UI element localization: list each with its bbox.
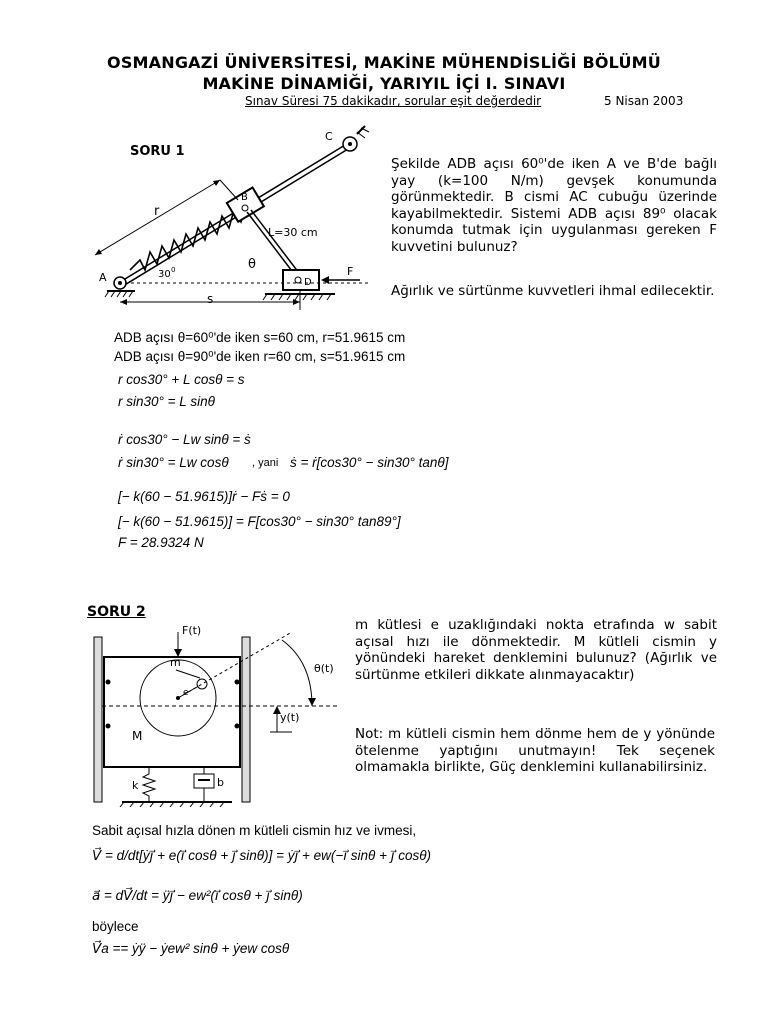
soru1-eq6: [− k(60 − 51.9615)] = F[cos30° − sin30° tan89°] — [118, 514, 401, 529]
soru1-figure — [95, 120, 385, 315]
soru2-boylece: böylece — [92, 919, 139, 934]
soru1-eq5: [− k(60 − 51.9615)]ṙ − Fṡ = 0 — [118, 489, 290, 504]
soru2-label: SORU 2 — [87, 604, 146, 620]
soru1-eq4-yani: , yani — [252, 457, 279, 469]
exam-duration: Sınav Süresi 75 dakikadır, sorular eşit değerdedir — [245, 94, 542, 108]
svg-text:F(t): F(t) — [182, 624, 202, 637]
soru1-note: Ağırlık ve sürtünme kuvvetleri ihmal edilecektir. — [391, 283, 715, 299]
svg-text:F: F — [347, 265, 354, 278]
soru2-eq-acceleration: a⃗ = dV⃗/dt = ÿj⃗ − ew²(i⃗ cosθ + j⃗ sinθ) — [92, 888, 303, 903]
soru2-note: Not: m kütleli cismin hem dönme hem de y yönünde ötelenme yaptığını unutmayın! Tek seçenek olmamakla birlikte, Güç denklemini kullanabilirsiniz. — [355, 726, 715, 775]
svg-text:0: 0 — [171, 266, 176, 274]
svg-text:y(t): y(t) — [280, 711, 300, 724]
spring-k — [143, 767, 155, 802]
svg-text:s: s — [207, 292, 214, 306]
svg-text:M: M — [132, 729, 143, 743]
soru1-question-text: Şekilde ADB açısı 60⁰'de iken A ve B'de bağlı yay (k=100 N/m) gevşek konumunda görünmektedir. B cismi AC cubuğu üzerinde kayabilmektedir. Sistemi ADB açısı 89⁰ olacak konumda tutmak için uygulanması gereken F kuvvetini bulunuz? — [391, 156, 717, 255]
soru1-sol-line1: ADB açısı θ=60⁰'de iken s=60 cm, r=51.9615 cm — [114, 330, 406, 345]
soru1-eq4-result: ṡ = ṙ[cos30° − sin30° tanθ] — [290, 455, 449, 470]
svg-text:θ: θ — [248, 257, 256, 272]
soru2-eq-velocity: V⃗ = d/dt[ẏj⃗ + e(i⃗ cosθ + j⃗ sinθ)] = ẏj⃗ + ew(−i⃗ sinθ + j⃗ cosθ) — [92, 848, 432, 863]
svg-text:C: C — [325, 130, 333, 143]
svg-text:e: e — [183, 688, 189, 698]
svg-text:m: m — [170, 656, 181, 669]
soru1-eq2: r sin30° = L sinθ — [118, 394, 215, 409]
svg-text:r: r — [154, 204, 160, 219]
soru2-figure — [92, 622, 342, 807]
soru1-eq7: F = 28.9324 N — [118, 535, 204, 550]
soru1-label: SORU 1 — [130, 144, 185, 159]
soru2-sol-intro: Sabit açısal hızla dönen m kütleli cismin hız ve ivmesi, — [92, 823, 417, 838]
soru1-eq1: r cos30° + L cosθ = s — [118, 372, 245, 387]
spring — [130, 210, 245, 270]
svg-text:k: k — [132, 779, 139, 792]
soru2-question-text: m kütlesi e uzaklığındaki nokta etrafında w sabit açısal hızı ile dönmektedir. M kütleli cismin y yönündeki hareket denklemini bulunuz? (Ağırlık ve sürtünme etkileri dikkate alınmayacaktır) — [355, 617, 717, 683]
header-title-line1: OSMANGAZİ ÜNİVERSİTESİ, MAKİNE MÜHENDİSLİĞİ BÖLÜMÜ — [107, 53, 661, 72]
svg-text:A: A — [99, 271, 107, 284]
soru1-eq4: ṙ sin30° = Lw cosθ — [118, 455, 229, 470]
exam-date: 5 Nisan 2003 — [604, 94, 684, 108]
svg-text:30: 30 — [158, 269, 171, 280]
soru1-sol-line2: ADB açısı θ=90⁰'de iken r=60 cm, s=51.9615 cm — [114, 349, 406, 364]
svg-text:D: D — [304, 277, 312, 288]
svg-text:L=30 cm: L=30 cm — [268, 226, 318, 239]
svg-text:θ(t): θ(t) — [314, 662, 334, 675]
header-title-line2: MAKİNE DİNAMİĞİ, YARIYIL İÇİ I. SINAVI — [202, 74, 566, 93]
svg-text:B: B — [241, 192, 248, 203]
svg-text:b: b — [217, 776, 224, 789]
soru2-eq-power: V⃗a == ẏÿ − ẏew² sinθ + ẏew cosθ — [92, 941, 290, 956]
soru1-eq3: ṙ cos30° − Lw sinθ = ṡ — [118, 432, 251, 447]
